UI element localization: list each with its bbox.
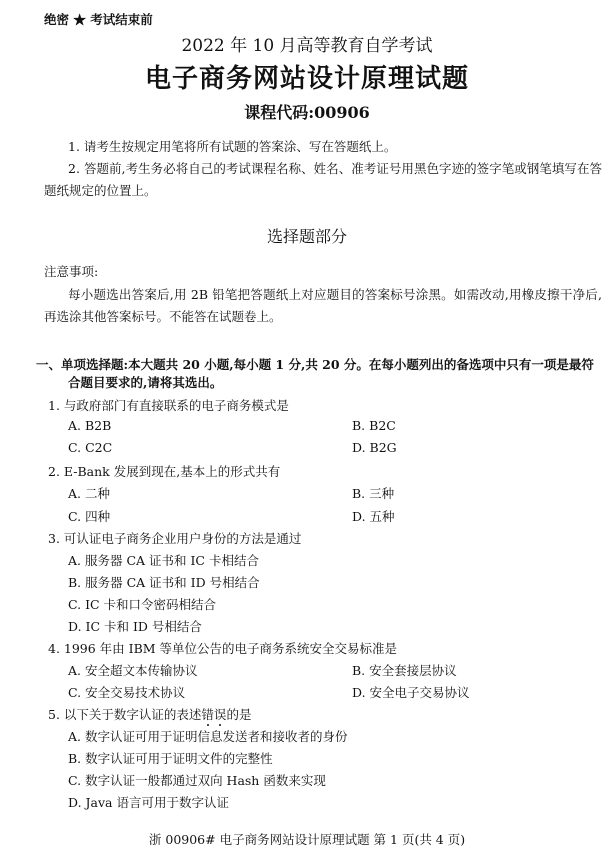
question-3-option-a: A. 服务器 CA 证书和 IC 卡相结合	[68, 553, 259, 568]
question-2-option-a: A. 二种	[68, 486, 110, 501]
attention-text: 每小题选出答案后,用 2B 铅笔把答题纸上对应题目的答案标号涂黑。如需改动,用橡皮擦干净后,再选涂其他答案标号。不能答在试题卷上。	[44, 287, 602, 324]
part-one-header-text: 一、单项选择题:本大题共 20 小题,每小题 1 分,共 20 分。在每小题列出的备选项中只有一项是最符合题目要求的,请将其选出。	[36, 357, 594, 390]
question-3-option-d: D. IC 卡和 ID 号相结合	[68, 619, 202, 634]
secret-mark: 绝密 ★ 考试结束前	[44, 12, 153, 27]
course-code: 课程代码:00906	[244, 103, 370, 122]
question-1-stem: 1. 与政府部门有直接联系的电子商务模式是	[48, 398, 289, 413]
question-5-option-d: D. Java 语言可用于数字认证	[68, 795, 229, 810]
question-5-emphasis-2: 误	[213, 707, 227, 722]
question-4-option-a: A. 安全超文本传输协议	[68, 663, 198, 678]
question-1-option-d: D. B2G	[352, 440, 397, 455]
question-2-stem: 2. E-Bank 发展到现在,基本上的形式共有	[48, 464, 281, 479]
attention-label: 注意事项:	[44, 264, 99, 279]
instruction-1: 1. 请考生按规定用笔将所有试题的答案涂、写在答题纸上。	[68, 139, 397, 154]
part-one-header	[36, 356, 596, 392]
exam-title: 2022 年 10 月高等教育自学考试	[181, 36, 433, 56]
question-1-option-c: C. C2C	[68, 440, 113, 455]
question-2-option-d: D. 五种	[352, 509, 395, 524]
question-5-stem	[48, 705, 251, 723]
question-1-option-a: A. B2B	[68, 418, 112, 433]
question-5-emphasis-1: 错	[201, 707, 214, 722]
question-4-stem: 4. 1996 年由 IBM 等单位公告的电子商务系统安全交易标准是	[48, 641, 398, 656]
question-3-option-c: C. IC 卡和口令密码相结合	[68, 597, 217, 612]
section-title: 选择题部分	[266, 227, 347, 246]
page-footer: 浙 00906# 电子商务网站设计原理试题 第 1 页(共 4 页)	[148, 832, 466, 847]
question-4-option-c: C. 安全交易技术协议	[68, 685, 186, 700]
question-3-option-b: B. 服务器 CA 证书和 ID 号相结合	[68, 575, 260, 590]
question-2-option-c: C. 四种	[68, 509, 111, 524]
question-5-stem-pre: 5. 以下关于数字认证的表述	[48, 707, 202, 722]
question-2-option-b: B. 三种	[352, 486, 395, 501]
question-4-option-b: B. 安全套接层协议	[352, 663, 457, 678]
question-1-option-b: B. B2C	[352, 418, 396, 433]
question-4-option-d: D. 安全电子交易协议	[352, 685, 470, 700]
instruction-2: 2. 答题前,考生务必将自己的考试课程名称、姓名、准考证号用黑色字迹的签字笔或钢笔填写在答题纸规定的位置上。	[44, 161, 602, 198]
question-3-stem: 3. 可认证电子商务企业用户身份的方法是通过	[48, 531, 302, 546]
main-title: 电子商务网站设计原理试题	[144, 64, 469, 94]
question-5-option-a: A. 数字认证可用于证明信息发送者和接收者的身份	[68, 729, 348, 744]
question-5-stem-post: 的是	[226, 707, 252, 722]
question-5-option-b: B. 数字认证可用于证明文件的完整性	[68, 751, 273, 766]
question-5-option-c: C. 数字认证一般都通过双向 Hash 函数来实现	[68, 773, 326, 788]
